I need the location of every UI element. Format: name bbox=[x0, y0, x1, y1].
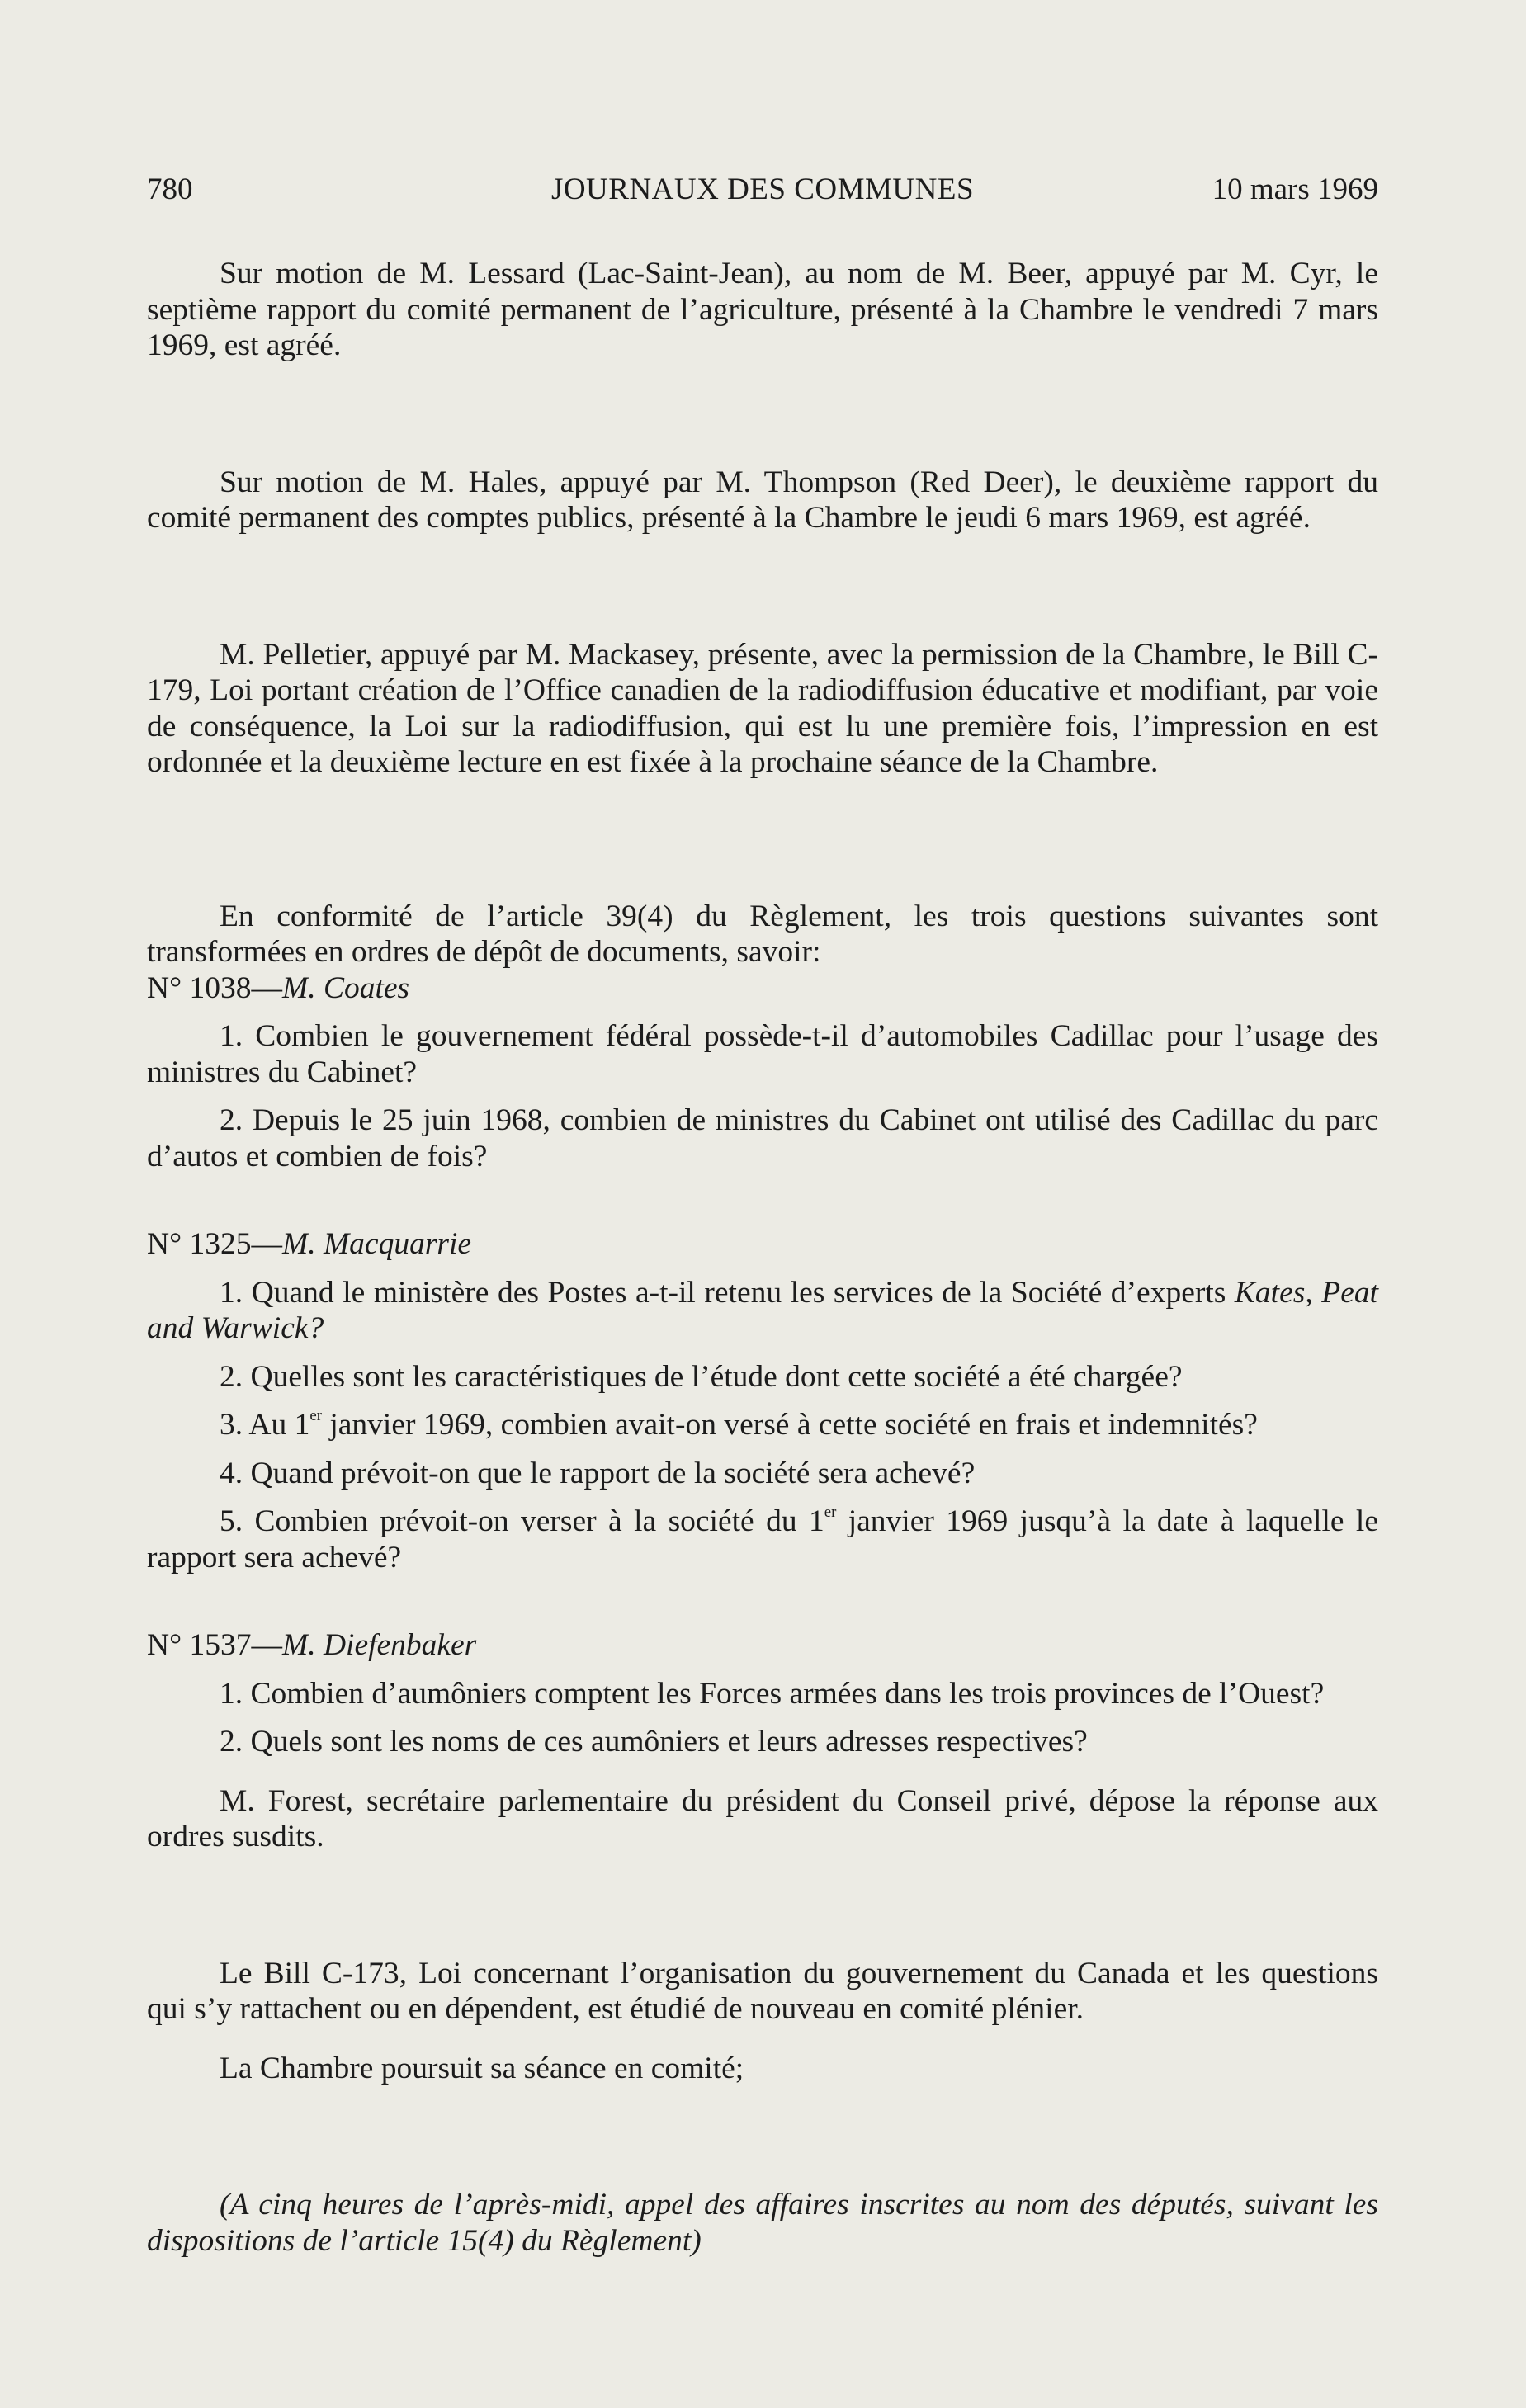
page-date: 10 mars 1969 bbox=[1212, 172, 1378, 206]
question-heading-1537 bbox=[147, 1627, 1378, 1664]
question-item: 4. Quand prévoit-on que le rapport de la société sera achevé? bbox=[220, 1456, 976, 1490]
question-member: M. Macquarrie bbox=[281, 1227, 472, 1261]
question-item: 1. Combien le gouvernement fédéral possède-t-il d’automobiles Cadillac pour l’usage des ministres du Cabinet? bbox=[147, 1019, 1378, 1089]
question-item bbox=[147, 1275, 1378, 1347]
question-number: N° 1325— bbox=[147, 1227, 282, 1261]
firm-name: Kates, Peat and Warwick? bbox=[147, 1275, 1379, 1345]
paragraph-lessard-motion: Sur motion de M. Lessard (Lac-Saint-Jean), au nom de M. Beer, appuyé par M. Cyr, le septième rapport du comité permanent de l’agriculture, présenté à la Chambre le vendredi 7 mars 1969, est agréé. bbox=[147, 257, 1378, 362]
document-page bbox=[147, 0, 1378, 2408]
question-number: N° 1038— bbox=[147, 970, 282, 1005]
document-body bbox=[147, 256, 1378, 2259]
question-item-text: 3. Au 1 bbox=[220, 1408, 310, 1442]
paragraph-committee: La Chambre poursuit sa séance en comité; bbox=[220, 2051, 744, 2085]
journal-title: JOURNAUX DES COMMUNES bbox=[550, 172, 975, 206]
question-item-text: janvier 1969, combien avait-on versé à cette société en frais et indemnités? bbox=[321, 1408, 1258, 1442]
question-item: 1. Combien d’aumôniers comptent les Forces armées dans les trois provinces de l’Ouest? bbox=[220, 1676, 1325, 1711]
paragraph-forest-response: M. Forest, secrétaire parlementaire du président du Conseil privé, dépose la réponse aux ordres susdits. bbox=[147, 1783, 1378, 1853]
question-heading-1325 bbox=[147, 1226, 1378, 1263]
question-item bbox=[147, 1407, 1378, 1443]
question-item: 2. Quels sont les noms de ces aumôniers et leurs adresses respectives? bbox=[220, 1725, 1088, 1759]
question-member: M. Coates bbox=[281, 970, 410, 1005]
paragraph-questions-intro: En conformité de l’article 39(4) du Règlement, les trois questions suivantes sont transformées en ordres de dépôt de documents, savoir: bbox=[147, 899, 1378, 969]
question-item-text: 1. Quand le ministère des Postes a-t-il retenu les services de la Société d’experts bbox=[220, 1275, 1235, 1310]
page-header bbox=[147, 165, 1378, 215]
paragraph-hales-motion: Sur motion de M. Hales, appuyé par M. Thompson (Red Deer), le deuxième rapport du comité permanent des comptes publics, présenté à la Chambre le jeudi 6 mars 1969, est agréé. bbox=[147, 465, 1378, 535]
paragraph-afternoon-note: (A cinq heures de l’après-midi, appel des affaires inscrites au nom des députés, suivant les dispositions de l’article 15(4) du Règlement) bbox=[147, 2188, 1378, 2258]
ordinal-superscript: er bbox=[309, 1407, 322, 1425]
ordinal-superscript: er bbox=[824, 1504, 837, 1522]
paragraph-bill-c173: Le Bill C-173, Loi concernant l’organisation du gouvernement du Canada et les questions qui s’y rattachent ou en dépendent, est étudié de nouveau en comité plénier. bbox=[147, 1956, 1378, 2026]
question-member: M. Diefenbaker bbox=[281, 1628, 477, 1662]
question-item bbox=[147, 1504, 1378, 1575]
question-item: 2. Quelles sont les caractéristiques de l’étude dont cette société a été chargée? bbox=[220, 1359, 1183, 1394]
page-number: 780 bbox=[147, 172, 193, 206]
question-item-text: janvier 1969 jusqu’à la date à laquelle le rapport sera achevé? bbox=[147, 1504, 1378, 1575]
question-item: 2. Depuis le 25 juin 1968, combien de ministres du Cabinet ont utilisé des Cadillac du parc d’autos et combien de fois? bbox=[147, 1103, 1378, 1173]
question-item-text: 5. Combien prévoit-on verser à la société du 1 bbox=[220, 1504, 824, 1538]
question-number: N° 1537— bbox=[147, 1628, 282, 1662]
paragraph-pelletier-bill: M. Pelletier, appuyé par M. Mackasey, présente, avec la permission de la Chambre, le Bill C-179, Loi portant création de l’Office canadien de la radiodiffusion éducative et modifiant, par voie de conséquence, la Loi sur la radiodiffusion, qui est lu une première fois, l’impression en est ordonnée et la deuxième lecture en est fixée à la prochaine séance de la Chambre. bbox=[147, 637, 1378, 779]
question-heading-1038 bbox=[147, 970, 1378, 1007]
